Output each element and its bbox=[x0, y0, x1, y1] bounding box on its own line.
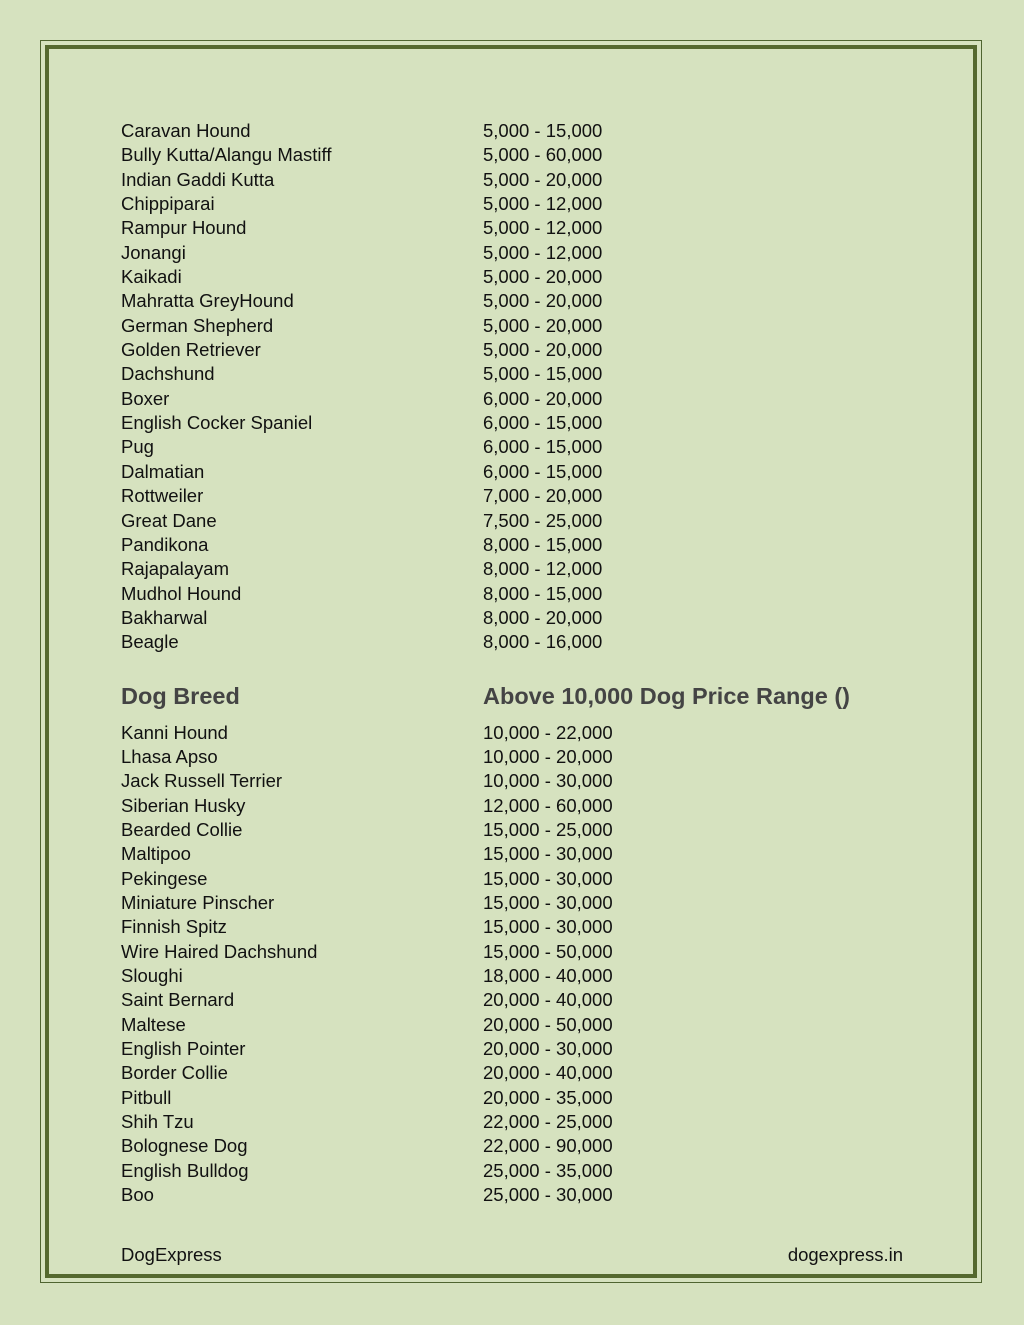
breed-name: Lhasa Apso bbox=[121, 745, 218, 767]
table-row bbox=[121, 460, 921, 484]
table-row bbox=[121, 533, 921, 557]
price-range: 5,000 - 60,000 bbox=[483, 144, 603, 166]
price-range: 20,000 - 35,000 bbox=[483, 1086, 613, 1108]
price-range: 8,000 - 20,000 bbox=[483, 606, 603, 628]
price-range: 5,000 - 12,000 bbox=[483, 241, 603, 263]
price-range: 8,000 - 15,000 bbox=[483, 533, 603, 555]
price-range: 22,000 - 25,000 bbox=[483, 1111, 613, 1133]
breed-name: Dalmatian bbox=[121, 460, 205, 482]
table-row bbox=[121, 1183, 921, 1207]
footer-brand: DogExpress bbox=[121, 1244, 222, 1265]
breed-name: Chippiparai bbox=[121, 193, 215, 215]
table-row bbox=[121, 557, 921, 581]
breed-name: Golden Retriever bbox=[121, 339, 261, 361]
table-row bbox=[121, 289, 921, 313]
breed-name: Bolognese Dog bbox=[121, 1135, 248, 1157]
table-row bbox=[121, 842, 921, 866]
price-range: 6,000 - 15,000 bbox=[483, 436, 603, 458]
table-row bbox=[121, 745, 921, 769]
breed-name: Dachshund bbox=[121, 363, 215, 385]
table-row bbox=[121, 484, 921, 508]
table-row bbox=[121, 143, 921, 167]
price-range: 15,000 - 25,000 bbox=[483, 818, 613, 840]
price-table-above-10000 bbox=[121, 721, 921, 1208]
breed-name: Kanni Hound bbox=[121, 721, 228, 743]
breed-name: German Shepherd bbox=[121, 314, 274, 336]
table-row bbox=[121, 964, 921, 988]
price-range: 5,000 - 15,000 bbox=[483, 120, 603, 141]
breed-name: Indian Gaddi Kutta bbox=[121, 168, 275, 190]
table-row bbox=[121, 241, 921, 265]
price-range: 5,000 - 20,000 bbox=[483, 314, 603, 336]
price-range: 25,000 - 30,000 bbox=[483, 1184, 613, 1206]
table-row bbox=[121, 721, 921, 745]
breed-name: Rajapalayam bbox=[121, 558, 229, 580]
price-range: 6,000 - 15,000 bbox=[483, 460, 603, 482]
price-range: 8,000 - 15,000 bbox=[483, 582, 603, 604]
table-row bbox=[121, 915, 921, 939]
price-range: 5,000 - 12,000 bbox=[483, 217, 603, 239]
price-range: 10,000 - 22,000 bbox=[483, 721, 613, 743]
table-row bbox=[121, 630, 921, 654]
table-row bbox=[121, 314, 921, 338]
price-range: 8,000 - 12,000 bbox=[483, 558, 603, 580]
breed-name: Pug bbox=[121, 436, 154, 458]
price-range: 20,000 - 40,000 bbox=[483, 989, 613, 1011]
footer-website: dogexpress.in bbox=[787, 1244, 903, 1265]
price-range: 10,000 - 20,000 bbox=[483, 745, 613, 767]
table-row bbox=[121, 1159, 921, 1183]
price-range: 15,000 - 50,000 bbox=[483, 940, 613, 962]
breed-name: Bakharwal bbox=[121, 606, 208, 628]
breed-name: Rampur Hound bbox=[121, 217, 247, 239]
breed-name: Great Dane bbox=[121, 509, 217, 531]
table-row bbox=[121, 1110, 921, 1134]
breed-name: English Bulldog bbox=[121, 1159, 249, 1181]
price-range: 15,000 - 30,000 bbox=[483, 867, 613, 889]
table-row bbox=[121, 867, 921, 891]
price-list bbox=[121, 119, 921, 1207]
table-row bbox=[121, 1134, 921, 1158]
price-range: 15,000 - 30,000 bbox=[483, 891, 613, 913]
breed-name: Shih Tzu bbox=[121, 1111, 194, 1133]
breed-name: Finnish Spitz bbox=[121, 916, 227, 938]
breed-name: Bearded Collie bbox=[121, 818, 243, 840]
table-row bbox=[121, 1013, 921, 1037]
price-range: 10,000 - 30,000 bbox=[483, 770, 613, 792]
breed-name: Maltese bbox=[121, 1013, 186, 1035]
table-row bbox=[121, 119, 921, 143]
table-row bbox=[121, 265, 921, 289]
table-row bbox=[121, 1037, 921, 1061]
breed-name: Beagle bbox=[121, 631, 179, 653]
table-row bbox=[121, 338, 921, 362]
price-range: 5,000 - 20,000 bbox=[483, 168, 603, 190]
price-range: 6,000 - 20,000 bbox=[483, 387, 603, 409]
table-row bbox=[121, 192, 921, 216]
breed-name: Rottweiler bbox=[121, 485, 204, 507]
table-row bbox=[121, 362, 921, 386]
breed-name: Jonangi bbox=[121, 241, 186, 263]
table-row bbox=[121, 387, 921, 411]
breed-name: Mudhol Hound bbox=[121, 582, 242, 604]
breed-name: Boxer bbox=[121, 387, 170, 409]
price-table-under-10000 bbox=[121, 119, 921, 655]
table-row bbox=[121, 1086, 921, 1110]
price-range: 20,000 - 40,000 bbox=[483, 1062, 613, 1084]
price-range: 8,000 - 16,000 bbox=[483, 631, 603, 653]
price-range: 5,000 - 15,000 bbox=[483, 363, 603, 385]
price-range: 22,000 - 90,000 bbox=[483, 1135, 613, 1157]
price-range: 18,000 - 40,000 bbox=[483, 965, 613, 986]
table-row bbox=[121, 769, 921, 793]
breed-name: Miniature Pinscher bbox=[121, 891, 275, 913]
breed-name: English Cocker Spaniel bbox=[121, 412, 313, 434]
price-range: 6,000 - 15,000 bbox=[483, 412, 603, 434]
table-row bbox=[121, 988, 921, 1012]
table-header bbox=[121, 673, 921, 719]
table-row bbox=[121, 818, 921, 842]
breed-name: Mahratta GreyHound bbox=[121, 290, 294, 312]
table-row bbox=[121, 940, 921, 964]
breed-name: Caravan Hound bbox=[121, 120, 251, 141]
price-range: 7,500 - 25,000 bbox=[483, 509, 603, 531]
price-range: 25,000 - 35,000 bbox=[483, 1159, 613, 1181]
table-row bbox=[121, 891, 921, 915]
price-range: 5,000 - 20,000 bbox=[483, 339, 603, 361]
header-dog-breed: Dog Breed bbox=[121, 682, 240, 709]
price-range: 5,000 - 20,000 bbox=[483, 290, 603, 312]
breed-name: Bully Kutta/Alangu Mastiff bbox=[121, 144, 332, 166]
breed-name: Maltipoo bbox=[121, 843, 191, 865]
breed-name: Jack Russell Terrier bbox=[121, 770, 283, 792]
table-row bbox=[121, 606, 921, 630]
table-row bbox=[121, 435, 921, 459]
table-row bbox=[121, 168, 921, 192]
table-row bbox=[121, 216, 921, 240]
breed-name: Pandikona bbox=[121, 533, 209, 555]
price-range: 12,000 - 60,000 bbox=[483, 794, 613, 816]
header-price-range: Above 10,000 Dog Price Range () bbox=[483, 682, 850, 709]
table-row bbox=[121, 509, 921, 533]
price-range: 20,000 - 50,000 bbox=[483, 1013, 613, 1035]
table-row bbox=[121, 1061, 921, 1085]
price-range: 5,000 - 12,000 bbox=[483, 193, 603, 215]
price-range: 7,000 - 20,000 bbox=[483, 485, 603, 507]
price-range: 5,000 - 20,000 bbox=[483, 266, 603, 288]
breed-name: Pekingese bbox=[121, 867, 208, 889]
breed-name: Border Collie bbox=[121, 1062, 228, 1084]
breed-name: Sloughi bbox=[121, 965, 183, 986]
breed-name: English Pointer bbox=[121, 1038, 246, 1060]
breed-name: Saint Bernard bbox=[121, 989, 235, 1011]
price-range: 15,000 - 30,000 bbox=[483, 916, 613, 938]
breed-name: Wire Haired Dachshund bbox=[121, 940, 318, 962]
table-row bbox=[121, 411, 921, 435]
price-range: 15,000 - 30,000 bbox=[483, 843, 613, 865]
table-row bbox=[121, 582, 921, 606]
breed-name: Boo bbox=[121, 1184, 154, 1206]
table-row bbox=[121, 794, 921, 818]
price-range: 20,000 - 30,000 bbox=[483, 1038, 613, 1060]
breed-name: Kaikadi bbox=[121, 266, 182, 288]
breed-name: Pitbull bbox=[121, 1086, 172, 1108]
breed-name: Siberian Husky bbox=[121, 794, 246, 816]
